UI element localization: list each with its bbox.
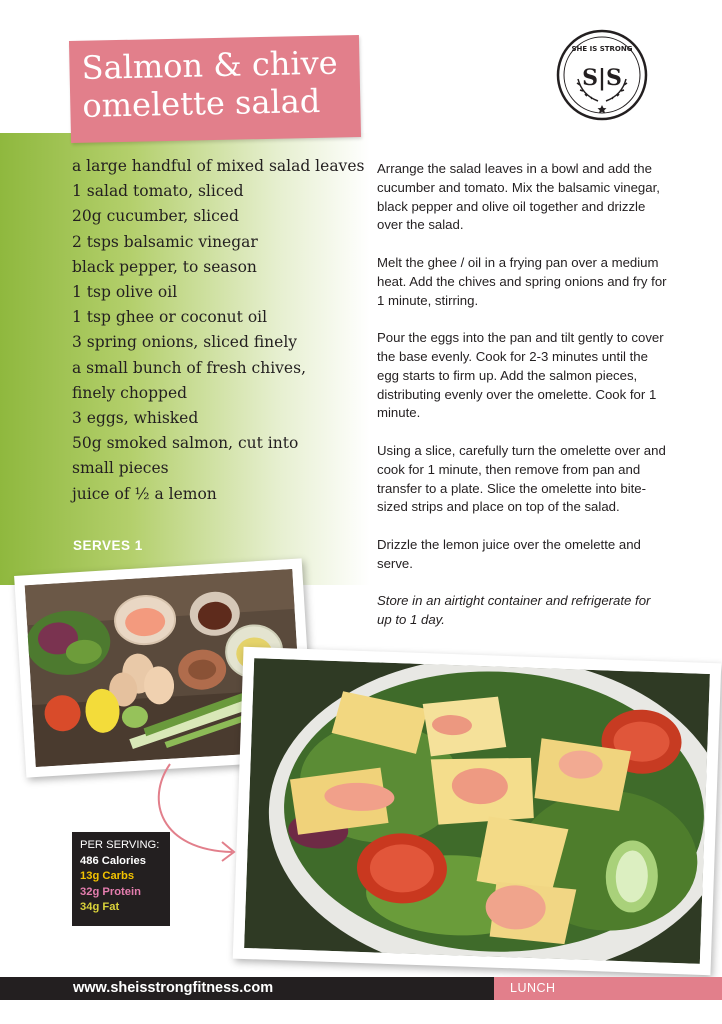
ingredient-item: 1 tsp ghee or coconut oil bbox=[72, 308, 268, 327]
nutrition-protein: 32g Protein bbox=[80, 885, 141, 898]
ingredient-item: finely chopped bbox=[72, 383, 188, 402]
she-is-strong-logo bbox=[556, 29, 648, 121]
ingredient-item: 20g cucumber, sliced bbox=[72, 207, 239, 226]
nutrition-calories: 486 Calories bbox=[80, 854, 146, 867]
category-label: LUNCH bbox=[510, 981, 556, 995]
ingredients-list bbox=[72, 154, 372, 507]
omelette-salad-photo bbox=[233, 647, 722, 975]
recipe-title: Salmon & chive omelette salad bbox=[81, 43, 339, 125]
logo-top-text: SHE IS STRONG bbox=[571, 45, 633, 53]
storage-note: Store in an airtight container and refrigerate for up to 1 day. bbox=[377, 593, 651, 628]
method-step: Melt the ghee / oil in a frying pan over a medium heat. Add the chives and spring onions and fry for 1 minute, stirring. bbox=[377, 254, 667, 308]
ingredient-item: small pieces bbox=[72, 459, 169, 478]
method-step: Arrange the salad leaves in a bowl and add the cucumber and tomato. Mix the balsamic vinegar, black pepper and olive oil together and drizzle over the salad. bbox=[377, 161, 660, 233]
logo-monogram: S|S bbox=[582, 65, 622, 91]
ingredient-item: 1 salad tomato, sliced bbox=[72, 182, 244, 201]
nutrition-fat: 34g Fat bbox=[80, 901, 120, 913]
nutrition-carbs: 13g Carbs bbox=[80, 870, 135, 882]
serves-label: SERVES 1 bbox=[73, 538, 143, 553]
method-step: Pour the eggs into the pan and tilt gently to cover the base evenly. Cook for 2-3 minutes until the egg starts to firm up. Add the salmon pieces, distributing evenly over the omelette. Cook for 1 minute. bbox=[377, 330, 664, 421]
ingredient-item: black pepper, to season bbox=[72, 257, 257, 276]
nutrition-box bbox=[72, 832, 170, 926]
footer-website-link[interactable]: www.sheisstrongfitness.com bbox=[73, 980, 274, 996]
ingredient-item: juice of ½ a lemon bbox=[72, 484, 217, 503]
ingredient-item: a large handful of mixed salad leaves bbox=[72, 157, 365, 175]
ingredient-item: 1 tsp olive oil bbox=[72, 283, 178, 302]
ingredient-item: 3 eggs, whisked bbox=[72, 409, 199, 428]
ingredient-item: a small bunch of fresh chives, bbox=[72, 358, 306, 377]
ingredient-item: 2 tsps balsamic vinegar bbox=[72, 232, 258, 251]
method-step: Using a slice, carefully turn the omelette over and cook for 1 minute, then remove from pan and transfer to a plate. Slice the omelette into bite-sized strips and place on top of the salad. bbox=[377, 442, 666, 515]
method-steps bbox=[377, 160, 667, 649]
ingredient-item: 3 spring onions, sliced finely bbox=[72, 333, 298, 352]
ingredient-item: 50g smoked salmon, cut into bbox=[72, 434, 299, 453]
category-tag bbox=[494, 977, 722, 1000]
nutrition-heading: PER SERVING: bbox=[80, 839, 160, 851]
method-step: Drizzle the lemon juice over the omelette and serve. bbox=[377, 536, 641, 571]
